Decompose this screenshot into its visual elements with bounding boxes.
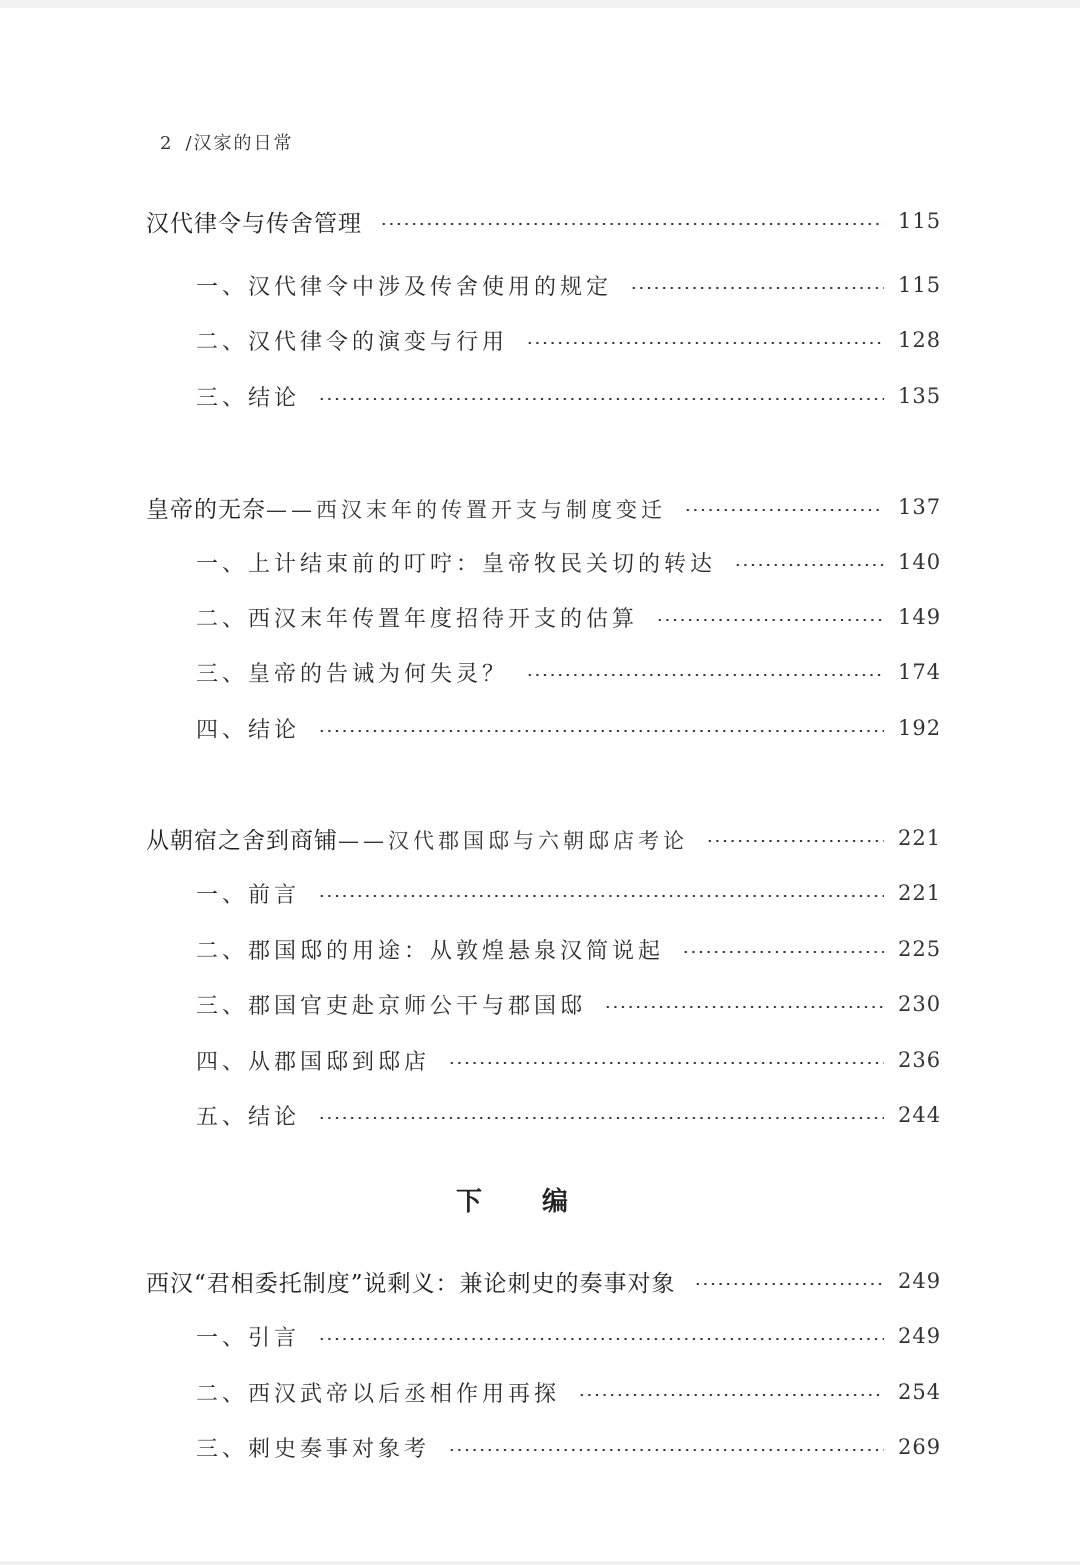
dot-leader (578, 1394, 884, 1396)
toc-section-entry[interactable] (0, 1043, 1080, 1077)
toc-section-entry[interactable] (0, 268, 1080, 302)
dot-leader (318, 1117, 884, 1119)
dot-leader (694, 1283, 884, 1285)
dot-leader (734, 564, 884, 566)
toc-chapter-entry[interactable] (0, 1264, 1080, 1298)
section-title: 一、前言 (196, 882, 301, 908)
chapter-title: 从朝宿之舍到商铺 (146, 827, 338, 854)
dot-leader (380, 223, 884, 225)
toc-section-entry[interactable] (0, 545, 1080, 579)
page-number: 2 (160, 133, 174, 154)
section-title: 一、上计结束前的叮咛：皇帝牧民关切的转达 (196, 551, 717, 577)
dot-leader (448, 1449, 884, 1451)
section-page-number: 149 (898, 605, 942, 629)
section-title: 一、汉代律令中涉及传舍使用的规定 (196, 274, 613, 300)
book-page (0, 8, 1080, 1561)
section-title: 三、刺史奏事对象考 (196, 1436, 431, 1462)
section-title: 一、引言 (196, 1325, 301, 1351)
toc-section-entry[interactable] (0, 876, 1080, 910)
section-page-number: 225 (898, 937, 942, 961)
section-page-number: 140 (898, 550, 942, 574)
dot-leader (682, 951, 884, 953)
dot-leader (706, 840, 884, 842)
section-title: 二、汉代律令的演变与行用 (196, 329, 509, 355)
dot-leader (604, 1006, 884, 1008)
section-title: 三、结论 (196, 385, 301, 411)
toc-section-entry[interactable] (0, 932, 1080, 966)
dot-leader (630, 287, 884, 289)
dot-leader (318, 730, 884, 732)
section-title: 三、郡国官吏赴京师公干与郡国邸 (196, 993, 587, 1019)
section-page-number: 269 (898, 1435, 942, 1459)
part-heading: 下编 (455, 1187, 628, 1217)
chapter-title: 皇帝的无奈 (146, 496, 266, 523)
section-page-number: 230 (898, 992, 942, 1016)
toc-section-entry[interactable] (0, 711, 1080, 745)
chapter-subtitle: ——西汉末年的传置开支与制度变迁 (266, 497, 666, 522)
toc-chapter-entry[interactable] (0, 204, 1080, 238)
section-page-number: 244 (898, 1103, 942, 1127)
section-title: 二、西汉武帝以后丞相作用再探 (196, 1381, 561, 1407)
section-title: 四、结论 (196, 717, 301, 743)
toc-section-entry[interactable] (0, 323, 1080, 357)
toc-section-entry[interactable] (0, 1375, 1080, 1409)
section-title: 三、皇帝的告诫为何失灵？ (196, 661, 509, 687)
section-page-number: 254 (898, 1380, 942, 1404)
toc-section-entry[interactable] (0, 987, 1080, 1021)
chapter-title: 汉代律令与传舍管理 (146, 210, 362, 237)
section-page-number: 192 (898, 716, 942, 740)
dot-leader (526, 674, 884, 676)
section-title: 五、结论 (196, 1104, 301, 1130)
dot-leader (526, 342, 884, 344)
section-page-number: 236 (898, 1048, 942, 1072)
toc-section-entry[interactable] (0, 655, 1080, 689)
section-page-number: 249 (898, 1324, 942, 1348)
section-page-number: 221 (898, 881, 942, 905)
dot-leader (684, 509, 884, 511)
chapter-page-number: 249 (898, 1269, 942, 1293)
chapter-page-number: 137 (898, 495, 942, 519)
toc-section-entry[interactable] (0, 379, 1080, 413)
section-page-number: 115 (898, 273, 942, 297)
dot-leader (448, 1062, 884, 1064)
section-title: 二、西汉末年传置年度招待开支的估算 (196, 606, 639, 632)
chapter-page-number: 221 (898, 826, 942, 850)
dot-leader (656, 619, 884, 621)
toc-section-entry[interactable] (0, 1098, 1080, 1132)
section-page-number: 174 (898, 660, 942, 684)
book-title: /汉家的日常 (185, 133, 294, 154)
dot-leader (318, 398, 884, 400)
section-page-number: 135 (898, 384, 942, 408)
toc-section-entry[interactable] (0, 1319, 1080, 1353)
chapter-subtitle: ——汉代郡国邸与六朝邸店考论 (338, 828, 688, 853)
dot-leader (318, 1338, 884, 1340)
section-page-number: 128 (898, 328, 942, 352)
chapter-title: 西汉“君相委托制度”说剩义：兼论刺史的奏事对象 (146, 1270, 676, 1297)
toc-section-entry[interactable] (0, 1430, 1080, 1464)
dot-leader (318, 895, 884, 897)
section-title: 四、从郡国邸到邸店 (196, 1049, 431, 1075)
toc-chapter-entry[interactable] (0, 821, 1080, 855)
toc-section-entry[interactable] (0, 600, 1080, 634)
section-title: 二、郡国邸的用途：从敦煌悬泉汉简说起 (196, 938, 665, 964)
chapter-page-number: 115 (898, 209, 942, 233)
toc-chapter-entry[interactable] (0, 490, 1080, 524)
table-of-contents (0, 8, 1080, 1561)
